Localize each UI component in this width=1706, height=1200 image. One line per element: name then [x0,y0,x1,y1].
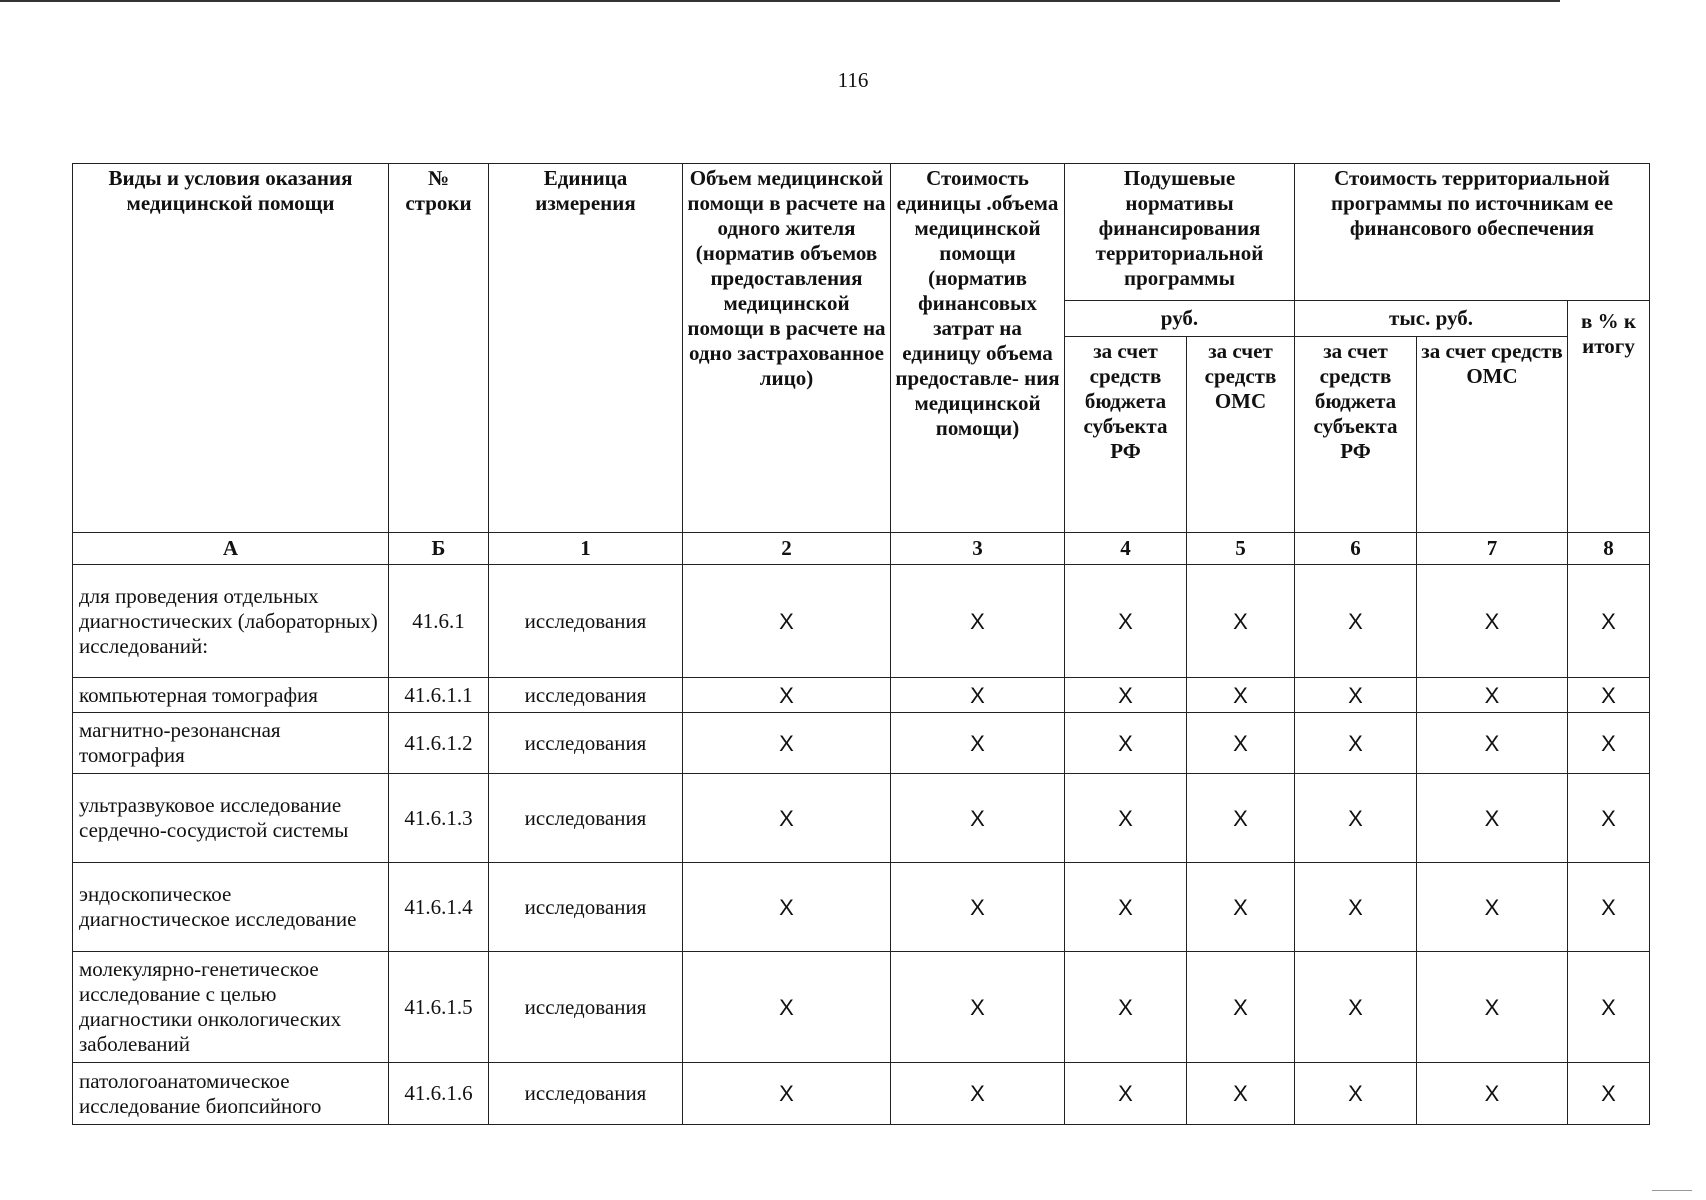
value-cell: X [1187,774,1295,863]
value-cell: X [1417,713,1568,774]
header-row-1 [73,164,1650,301]
value-cell: X [1187,863,1295,952]
value-cell: X [891,1063,1065,1125]
index-cell: 1 [489,533,683,565]
value-cell: X [1065,713,1187,774]
row-unit: исследования [489,713,683,774]
row-code: 41.6.1.5 [389,952,489,1063]
value-cell: X [1568,774,1650,863]
row-name: эндоскопическое диагностическое исследование [73,863,389,952]
row-code: 41.6.1.1 [389,678,489,713]
value-cell: X [1568,1063,1650,1125]
table-row [73,863,1650,952]
column-index-row [73,533,1650,565]
value-cell: X [891,952,1065,1063]
value-cell: X [1295,952,1417,1063]
value-cell: X [1065,678,1187,713]
row-unit: исследования [489,565,683,678]
row-name: патологоанатомическое исследование биопсийного [73,1063,389,1125]
value-cell: X [1187,678,1295,713]
value-cell: X [683,952,891,1063]
row-name: для проведения отдельных диагностических (лабораторных) исследований: [73,565,389,678]
value-cell: X [683,678,891,713]
header-volume: Объем медицинской помощи в расчете на одного жителя (норматив объемов предоставления медицинской помощи в расчете на одно застрахованное лицо) [683,164,891,533]
header-unit-cost: Стоимость единицы .объема медицинской помощи (норматив финансовых затрат на единицу объема предоставле- ния медицинской помощи) [891,164,1065,533]
row-unit: исследования [489,774,683,863]
value-cell: X [891,565,1065,678]
table-row [73,1063,1650,1125]
table-row [73,565,1650,678]
value-cell: X [1187,565,1295,678]
table-row [73,678,1650,713]
value-cell: X [891,713,1065,774]
index-cell: А [73,533,389,565]
value-cell: X [1295,678,1417,713]
row-unit: исследования [489,863,683,952]
table-row [73,774,1650,863]
value-cell: X [1065,863,1187,952]
index-cell: 3 [891,533,1065,565]
value-cell: X [683,774,891,863]
value-cell: X [1295,565,1417,678]
index-cell: 4 [1065,533,1187,565]
page-number: 116 [837,68,869,92]
value-cell: X [1417,774,1568,863]
value-cell: X [1568,952,1650,1063]
value-cell: X [683,565,891,678]
index-cell: 2 [683,533,891,565]
row-unit: исследования [489,1063,683,1125]
header-unit: Единица измерения [489,164,683,533]
row-unit: исследования [489,952,683,1063]
financing-table [72,163,1650,1125]
index-cell: 8 [1568,533,1650,565]
row-name: молекулярно-генетическое исследование с целью диагностики онкологических заболеваний [73,952,389,1063]
header-oms-program: за счет средств ОМС [1417,337,1568,533]
row-code: 41.6.1.4 [389,863,489,952]
value-cell: X [1065,1063,1187,1125]
index-cell: 7 [1417,533,1568,565]
header-type: Виды и условия оказания медицинской помощи [73,164,389,533]
value-cell: X [1568,713,1650,774]
value-cell: X [1417,863,1568,952]
value-cell: X [1417,565,1568,678]
header-rub: руб. [1065,301,1295,337]
scan-mark [1652,1190,1692,1191]
value-cell: X [1187,952,1295,1063]
value-cell: X [1295,1063,1417,1125]
index-cell: 6 [1295,533,1417,565]
value-cell: X [1295,713,1417,774]
value-cell: X [1187,1063,1295,1125]
row-name: ультразвуковое исследование сердечно-сосудистой системы [73,774,389,863]
index-cell: Б [389,533,489,565]
row-code: 41.6.1.6 [389,1063,489,1125]
value-cell: X [1295,863,1417,952]
row-code: 41.6.1.2 [389,713,489,774]
value-cell: X [1417,678,1568,713]
row-unit: исследования [489,678,683,713]
value-cell: X [1417,952,1568,1063]
header-budget-program: за счет средств бюджета субъекта РФ [1295,337,1417,533]
row-code: 41.6.1.3 [389,774,489,863]
value-cell: X [1065,565,1187,678]
header-thous-rub: тыс. руб. [1295,301,1568,337]
value-cell: X [1187,713,1295,774]
value-cell: X [1568,863,1650,952]
value-cell: X [683,713,891,774]
value-cell: X [1295,774,1417,863]
row-name: компьютерная томография [73,678,389,713]
top-border-line [0,0,1560,2]
value-cell: X [1065,774,1187,863]
value-cell: X [683,863,891,952]
row-code: 41.6.1 [389,565,489,678]
table-row [73,952,1650,1063]
header-per-capita: Подушевые нормативы финансирования территориальной программы [1065,164,1295,301]
header-oms-per-capita: за счет средств ОМС [1187,337,1295,533]
value-cell: X [891,678,1065,713]
value-cell: X [683,1063,891,1125]
header-percent: в % к итогу [1568,301,1650,533]
value-cell: X [1568,678,1650,713]
header-row-number: № строки [389,164,489,533]
value-cell: X [1065,952,1187,1063]
value-cell: X [891,774,1065,863]
value-cell: X [1417,1063,1568,1125]
row-name: магнитно-резонансная томография [73,713,389,774]
header-budget-per-capita: за счет средств бюджета субъекта РФ [1065,337,1187,533]
header-program-cost: Стоимость территориальной программы по источникам ее финансового обеспечения [1295,164,1650,301]
table-row [73,713,1650,774]
value-cell: X [891,863,1065,952]
index-cell: 5 [1187,533,1295,565]
value-cell: X [1568,565,1650,678]
